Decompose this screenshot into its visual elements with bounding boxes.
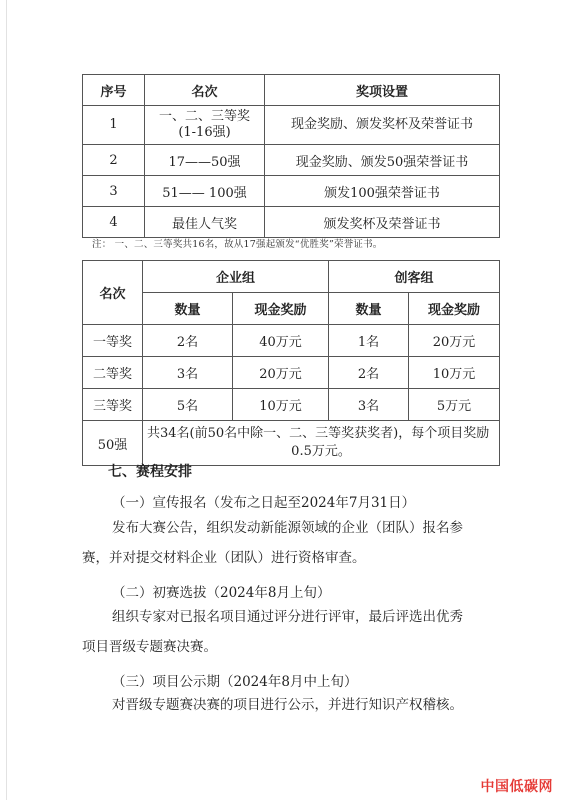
table-row <box>83 325 500 357</box>
step1-title: （一）宣传报名（发布之日起至2024年7月31日） <box>112 495 416 511</box>
prize-amount-table <box>82 260 500 466</box>
table-row <box>83 389 500 421</box>
table-row <box>83 106 500 145</box>
row-rank: 最佳人气奖 <box>145 207 265 238</box>
section-title: 七、赛程安排 <box>108 464 192 480</box>
header-ent-count: 数量 <box>143 293 233 325</box>
row-ent-cash: 10万元 <box>233 389 329 421</box>
column-header-row <box>83 293 500 325</box>
step1-body <box>82 513 502 573</box>
row-mk-count: 1名 <box>329 325 409 357</box>
rank-line2: (1-16强) <box>178 125 231 140</box>
header-no: 序号 <box>83 75 145 106</box>
row-no: 2 <box>83 145 145 176</box>
row-rank: 50强 <box>83 421 143 466</box>
award-settings-table <box>82 74 500 238</box>
row-rank <box>145 106 265 145</box>
header-rank: 名次 <box>145 75 265 106</box>
row-award: 颁发100强荣誉证书 <box>265 176 500 207</box>
table-row <box>83 145 500 176</box>
row-mk-count: 3名 <box>329 389 409 421</box>
top50-description <box>143 421 500 466</box>
row-ent-count: 2名 <box>143 325 233 357</box>
paragraph-line: 发布大赛公告，组织发动新能源领域的企业（团队）报名参 <box>112 520 463 536</box>
row-award: 颁发奖杯及荣誉证书 <box>265 207 500 238</box>
row-no: 4 <box>83 207 145 238</box>
row-no: 1 <box>83 106 145 145</box>
page-edge <box>6 0 7 800</box>
row-mk-cash: 20万元 <box>409 325 500 357</box>
row-ent-count: 5名 <box>143 389 233 421</box>
row-award: 现金奖励、颁发50强荣誉证书 <box>265 145 500 176</box>
row-award: 现金奖励、颁发奖杯及荣誉证书 <box>265 106 500 145</box>
group-header-row <box>83 261 500 293</box>
step3-title: （三）项目公示期（2024年8月中上旬） <box>112 674 358 690</box>
row-rank: 17——50强 <box>145 145 265 176</box>
row-ent-count: 3名 <box>143 357 233 389</box>
table-header-row <box>83 75 500 106</box>
row-mk-cash: 5万元 <box>409 389 500 421</box>
row-ent-cash: 40万元 <box>233 325 329 357</box>
paragraph-line: 项目晋级专题赛决赛。 <box>82 639 217 655</box>
table-row <box>83 207 500 238</box>
row-rank: 三等奖 <box>83 389 143 421</box>
row-mk-count: 2名 <box>329 357 409 389</box>
table-row <box>83 176 500 207</box>
paragraph-line: 组织专家对已报名项目通过评分进行评审，最后评选出优秀 <box>112 609 463 625</box>
top50-line2: 0.5万元。 <box>291 444 351 459</box>
header-award: 奖项设置 <box>265 75 500 106</box>
table-note: 注： 一、二、三等奖共16名，故从17强起颁发“优胜奖”荣誉证书。 <box>92 239 383 250</box>
table-row <box>83 357 500 389</box>
header-enterprise-group: 企业组 <box>143 261 329 293</box>
header-mk-count: 数量 <box>329 293 409 325</box>
row-rank: 一等奖 <box>83 325 143 357</box>
row-no: 3 <box>83 176 145 207</box>
site-watermark: 中国低碳网 <box>480 779 553 795</box>
header-maker-group: 创客组 <box>329 261 500 293</box>
row-rank: 二等奖 <box>83 357 143 389</box>
row-ent-cash: 20万元 <box>233 357 329 389</box>
top50-line1: 共34名(前50名中除一、二、三等奖获奖者)，每个项目奖励 <box>147 426 490 441</box>
row-mk-cash: 10万元 <box>409 357 500 389</box>
row-rank: 51—— 100强 <box>145 176 265 207</box>
step2-title: （二）初赛选拔（2024年8月上旬） <box>112 585 331 601</box>
table-row-top50 <box>83 421 500 466</box>
paragraph-line: 赛，并对提交材料企业（团队）进行资格审查。 <box>82 550 366 566</box>
header-ent-cash: 现金奖励 <box>233 293 329 325</box>
step2-body <box>82 602 502 662</box>
step3-body <box>82 690 502 720</box>
header-mk-cash: 现金奖励 <box>409 293 500 325</box>
rank-line1: 一、二、三等奖 <box>158 109 250 124</box>
paragraph-line: 对晋级专题赛决赛的项目进行公示，并进行知识产权稽核。 <box>112 697 463 713</box>
header-rank: 名次 <box>83 261 143 325</box>
